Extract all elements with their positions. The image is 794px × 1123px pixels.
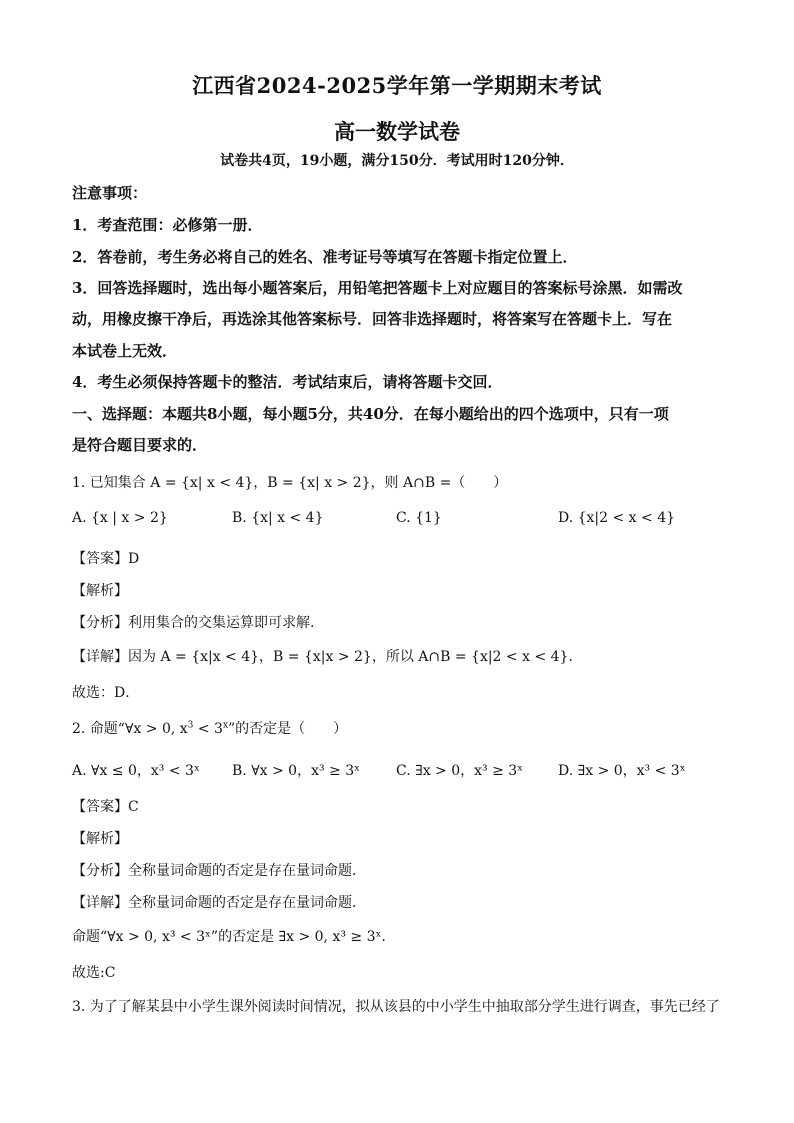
exam-info: 试卷共4页，19小题，满分150分．考试用时120分钟． [220,153,574,169]
note-2: 2．答卷前，考生务必将自己的姓名、准考证号等填写在答题卡指定位置上． [72,248,578,266]
question-1-answer: 【答案】D [72,551,140,567]
question-2-option-b: B. ∀x > 0，x³ ≥ 3ˣ [232,763,361,779]
question-2-analysis-label: 【解析】 [72,831,128,847]
question-1-option-d: D. {x|2 < x < 4} [558,510,676,526]
question-2-stem-part-b: < 3 [193,721,223,737]
exam-title: 江西省2024-2025学年第一学期期末考试 [192,73,602,98]
question-1-analysis: 【分析】利用集合的交集运算即可求解. [72,615,315,631]
note-4: 4．考生必须保持答题卡的整洁．考试结束后，请将答题卡交回． [72,373,503,391]
note-3-line-3: 本试卷上无效． [72,342,178,360]
question-3-stem: 3. 为了了解某县中小学生课外阅读时间情况，拟从该县的中小学生中抽取部分学生进行调查，事先已经了 [72,999,720,1015]
exam-subtitle: 高一数学试卷 [334,119,460,144]
question-1-detail: 【详解】因为 A = {x|x < 4}，B = {x|x > 2}，所以 A∩B = {x|2 < x < 4}． [72,649,583,665]
question-2-stem-part-a: 2. 命题“∀x > 0, x [72,721,188,737]
question-2-analysis: 【分析】全称量词命题的否定是存在量词命题． [72,863,366,879]
question-2-stem-exponent-2: x [222,720,229,731]
question-1-option-c: C. {1} [396,510,442,526]
question-2-option-a: A. ∀x ≤ 0，x³ < 3ˣ [72,763,200,779]
notes-heading: 注意事项： [72,184,148,202]
question-2-stem-exponent-1: 3 [187,720,194,731]
note-1: 1．考查范围：必修第一册． [72,216,263,234]
question-2-stem-part-c: ”的否定是（ ） [228,721,348,737]
note-3-line-2: 动，用橡皮擦干净后，再选涂其他答案标号．回答非选择题时，将答案写在答题卡上．写在 [72,310,673,328]
question-2-option-c: C. ∃x > 0，x³ ≥ 3ˣ [396,763,524,779]
note-3-line-1: 3．回答选择题时，选出每小题答案后，用铅笔把答题卡上对应题目的答案标号涂黑．如需改 [72,279,683,297]
section-1-heading-line-2: 是符合题目要求的． [72,436,208,454]
question-1-option-b: B. {x| x < 4} [232,510,324,526]
question-2-negation: 命题“∀x > 0, x³ < 3ˣ”的否定是 ∃x > 0, x³ ≥ 3ˣ. [72,929,386,945]
question-2-option-d: D. ∃x > 0，x³ < 3ˣ [558,763,686,779]
question-1-option-a: A. {x | x > 2} [72,510,168,526]
section-1-heading-line-1: 一、选择题：本题共8小题，每小题5分，共40分．在每小题给出的四个选项中，只有一项 [72,405,669,423]
question-2-choice: 故选:C [72,965,116,981]
question-1-stem: 1. 已知集合 A = {x| x < 4}，B = {x| x > 2}，则 A∩B =（ ） [72,475,508,491]
question-2-detail: 【详解】全称量词命题的否定是存在量词命题． [72,895,366,911]
question-1-choice: 故选：D． [72,685,140,701]
question-1-analysis-label: 【解析】 [72,583,128,599]
question-2-answer: 【答案】C [72,799,139,815]
question-2-stem [72,718,722,738]
